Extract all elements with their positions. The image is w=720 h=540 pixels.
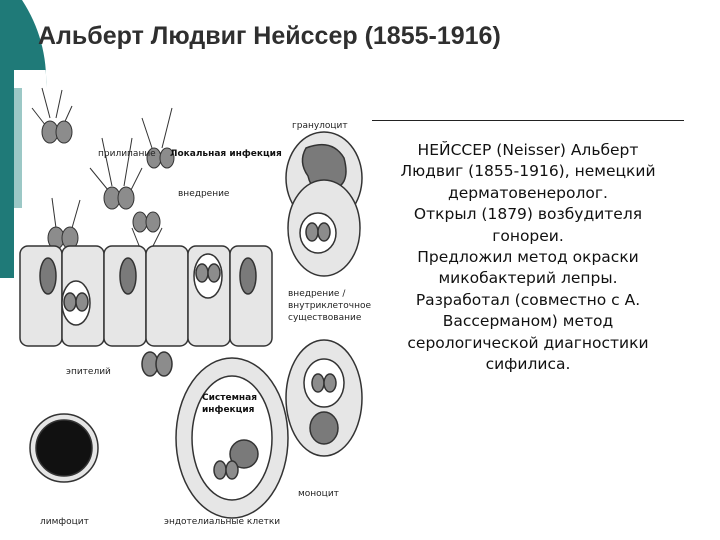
label-granulocyte: гранулоцит (292, 121, 348, 131)
description-line: микобактерий лепры. (438, 269, 618, 288)
description-line: Открыл (1879) возбудителя (413, 205, 643, 224)
granulocyte-cell (286, 132, 362, 276)
description-line: Предложил метод окраски (417, 248, 639, 267)
lymphocyte-cell (30, 414, 98, 482)
label-epithelium: эпителий (66, 367, 111, 377)
label-invasion: внедрение (178, 189, 230, 199)
description-line: Разработал (совместно с А. (415, 290, 641, 309)
description-line: Вассерманом) метод (442, 312, 614, 331)
description-line: сифилиса. (485, 355, 571, 374)
description-line: гонореи. (492, 226, 564, 245)
description-line: дерматовенеролог. (448, 183, 608, 202)
label-lymphocyte: лимфоцит (40, 517, 89, 527)
label-monocyte: моноцит (298, 489, 339, 499)
label-existence: существование (288, 313, 362, 323)
label-invasion-intracellular: внедрение / (288, 289, 346, 299)
label-attachment: прилипание (98, 149, 156, 159)
page-title: Альберт Людвиг Нейссер (1855-1916) (38, 22, 501, 50)
infection-diagram (12, 78, 372, 538)
bacteria-attached (32, 88, 174, 249)
divider (372, 120, 684, 121)
epithelium-cells (20, 246, 272, 376)
description-text (374, 140, 682, 375)
label-systemic-2: инфекция (202, 405, 255, 415)
endothelial-cell (176, 358, 288, 518)
description-line: Людвиг (1855-1916), немецкий (400, 162, 656, 181)
label-systemic-1: Системная (202, 393, 257, 403)
description-line: НЕЙССЕР (Neisser) Альберт (417, 141, 639, 159)
description-line: серологической диагностики (407, 333, 649, 352)
label-local-infection: Локальная инфекция (170, 149, 282, 159)
monocyte-cell (286, 340, 362, 456)
label-endothelial: эндотелиальные клетки (164, 517, 281, 527)
label-intracellular: внутриклеточное (288, 301, 372, 311)
